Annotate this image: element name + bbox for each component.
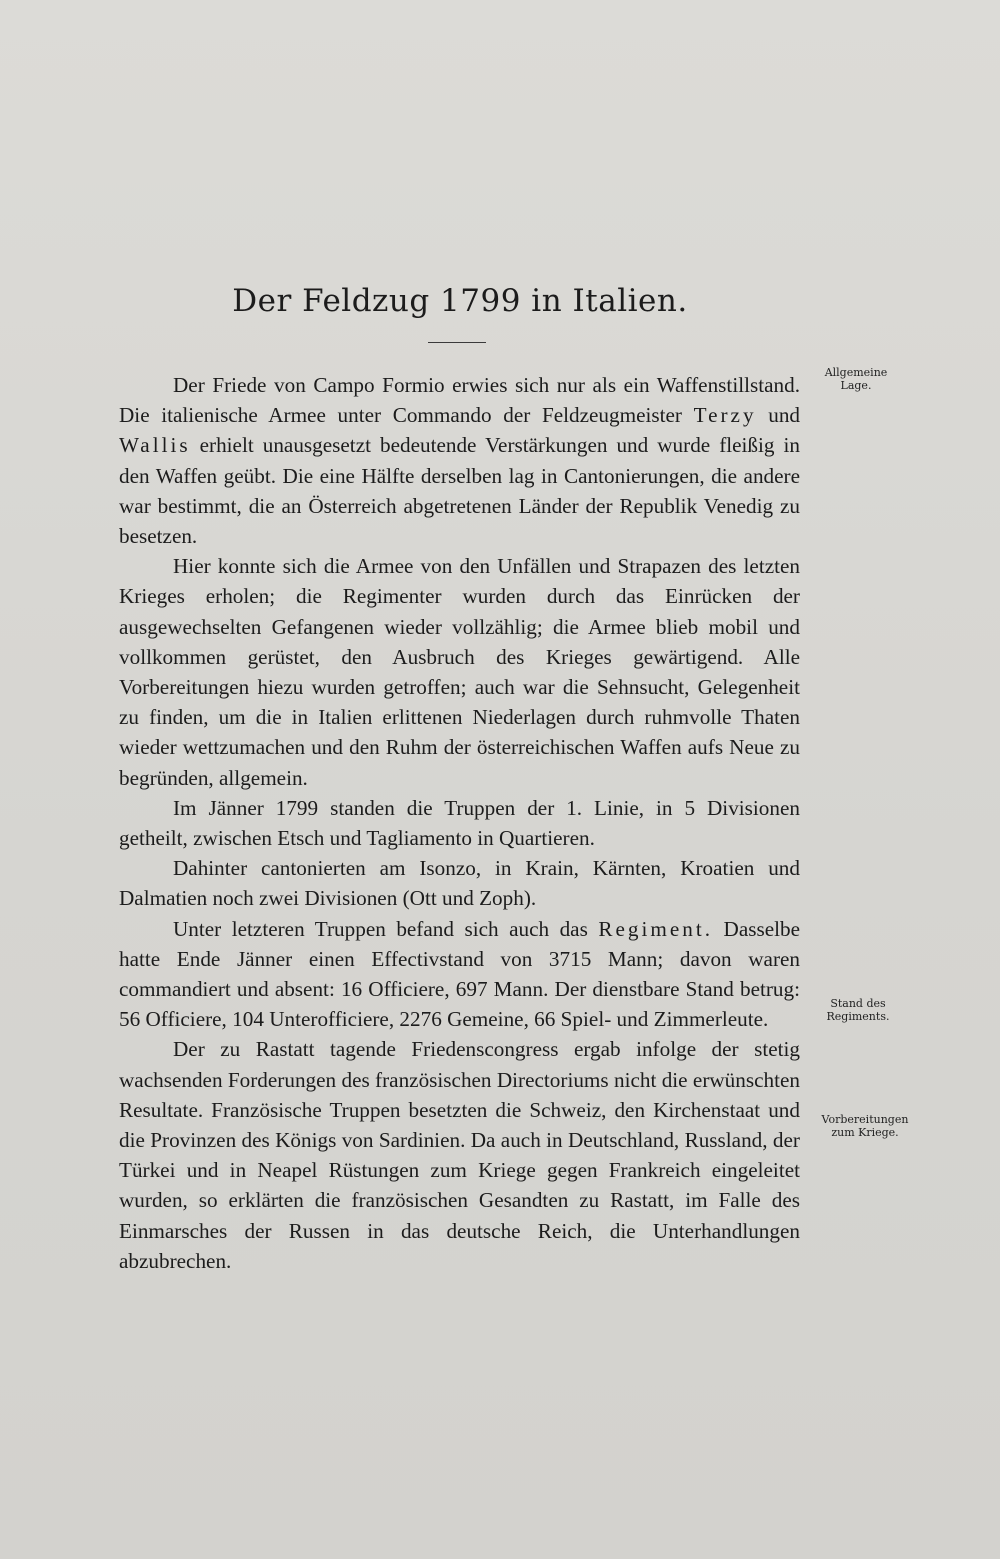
- paragraph-1-text-b: und: [756, 403, 800, 428]
- margin-note-line: zum Kriege.: [831, 1126, 899, 1139]
- paragraph-5-text-a: Unter letzteren Truppen befand sich auch das: [173, 916, 599, 941]
- margin-note-line: Allgemeine: [824, 366, 888, 379]
- name-terzy: Terzy: [693, 403, 757, 428]
- paragraph-1: [119, 370, 800, 551]
- margin-note-line: Regiments.: [826, 1010, 890, 1023]
- margin-note-allgemeine-lage: [812, 366, 900, 392]
- margin-note-line: Lage.: [840, 379, 872, 392]
- paragraph-2: Hier konnte sich die Armee von den Unfällen und Strapazen des letzten Krieges erholen; die Regimenter wurden durch das Einrücken der ausgewechselten Gefangenen wieder vollzählig; die Armee blieb mobil und vollkommen gerüstet, den Ausbruch des Krieges gewärtigend. Alle Vorbereitungen hiezu wurden getroffen; auch war die Sehnsucht, Gelegenheit zu finden, um die in Italien erlittenen Niederlagen durch ruhmvolle Thaten wieder wettzumachen und den Ruhm der österreichischen Waffen aufs Neue zu begründen, allgemein.: [119, 554, 800, 790]
- name-wallis: Wallis: [119, 433, 191, 458]
- margin-note-line: Stand des: [830, 997, 886, 1010]
- paragraph-1-text-a: Der Friede von Campo Formio erwies sich nur als ein Waffenstillstand. Die italienische Armee unter Commando der Feldzeugmeister: [119, 373, 800, 428]
- margin-note-vorbereitungen: [806, 1113, 924, 1139]
- paragraph-1-text-c: erhielt unausgesetzt bedeutende Verstärkungen und wurde fleißig in den Waffen geübt. Die eine Hälfte derselben lag in Cantonierungen, die andere war bestimmt, die an Österreich abgetretenen Länder der Republik Venedig zu besetzen.: [119, 433, 800, 549]
- paragraph-4: Dahinter cantonierten am Isonzo, in Krain, Kärnten, Kroatien und Dalmatien noch zwei Divisionen (Ott und Zoph).: [119, 856, 800, 911]
- title-rule: [428, 342, 486, 343]
- page-title: Der Feldzug 1799 in Italien.: [232, 283, 688, 319]
- paragraph-3: Im Jänner 1799 standen die Truppen der 1. Linie, in 5 Divisionen getheilt, zwischen Etsch und Tagliamento in Quartieren.: [119, 795, 800, 851]
- paragraph-6: Der zu Rastatt tagende Friedenscongress ergab infolge der stetig wachsenden Forderungen des französischen Directoriums nicht die erwünschten Resultate. Französische Truppen besetzten die Schweiz, den Kirchenstaat und die Provinzen des Königs von Sardinien. Da auch in Deutschland, Russland, der Türkei und in Neapel Rüstungen zum Kriege gegen Frankreich eingeleitet wurden, so erklärten die französischen Gesandten zu Rastatt, im Falle des Einmarsches der Russen in das deutsche Reich, die Unterhandlungen abzubrechen.: [119, 1037, 800, 1273]
- margin-note-line: Vorbereitungen: [821, 1113, 909, 1126]
- margin-note-stand-des-regiments: [814, 997, 902, 1023]
- paragraph-5-text-b: Dasselbe hatte Ende Jänner einen Effectivstand von 3715 Mann; davon waren commandiert und absent: 16 Officiere, 697 Mann. Der dienstbare Stand betrug: 56 Officiere, 104 Unterofficiere, 2276 Gemeine, 66 Spiel- und Zimmerleute.: [119, 916, 800, 1032]
- body-text: [119, 370, 800, 1276]
- paragraph-5: [119, 914, 800, 1035]
- word-regiment: Regiment.: [598, 916, 714, 941]
